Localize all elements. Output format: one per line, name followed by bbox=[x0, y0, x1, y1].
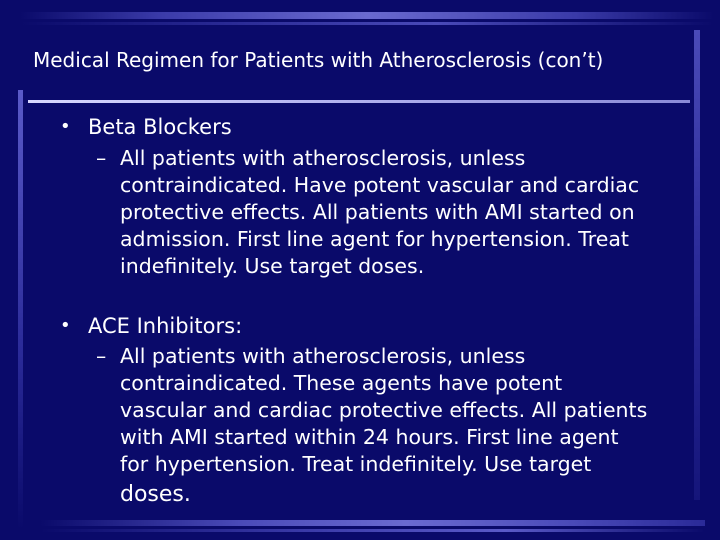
frame-left-bar bbox=[18, 90, 23, 530]
dash-icon: – bbox=[96, 344, 107, 368]
sub-line: contraindicated. These agents have potent bbox=[120, 371, 563, 395]
title-underline bbox=[28, 100, 690, 103]
sub-line: contraindicated. Have potent vascular and cardiac bbox=[120, 173, 640, 197]
sub-line: All patients with atherosclerosis, unless bbox=[120, 344, 526, 368]
sub-line: admission. First line agent for hypertension. Treat bbox=[120, 227, 629, 251]
sub-line: indefinitely. Use target doses. bbox=[120, 254, 425, 278]
dash-icon: – bbox=[96, 146, 107, 170]
sub-line: with AMI started within 24 hours. First line agent bbox=[120, 425, 619, 449]
bullet-label: ACE Inhibitors: bbox=[88, 314, 243, 338]
slide-title: Medical Regimen for Patients with Atherosclerosis (con’t) bbox=[33, 48, 604, 72]
sub-bullet-beta-blockers bbox=[92, 145, 672, 280]
bullet-dot-icon: • bbox=[60, 116, 71, 137]
frame-top-thin-bar bbox=[20, 22, 714, 25]
bullet-label: Beta Blockers bbox=[88, 115, 232, 139]
sub-line: All patients with atherosclerosis, unless bbox=[120, 146, 526, 170]
frame-top-bar bbox=[20, 12, 714, 19]
frame-bottom-bar bbox=[40, 520, 705, 526]
sub-line: protective effects. All patients with AMI started on bbox=[120, 200, 635, 224]
sub-bullet-ace-inhibitors bbox=[92, 343, 672, 508]
frame-right-bar bbox=[694, 30, 700, 500]
sub-line: for hypertension. Treat indefinitely. Use target bbox=[120, 452, 592, 476]
bullet-dot-icon: • bbox=[60, 315, 71, 336]
sub-line: vascular and cardiac protective effects. All patients bbox=[120, 398, 648, 422]
sub-line: doses. bbox=[120, 482, 191, 507]
frame-bottom-thin-bar bbox=[40, 529, 705, 532]
